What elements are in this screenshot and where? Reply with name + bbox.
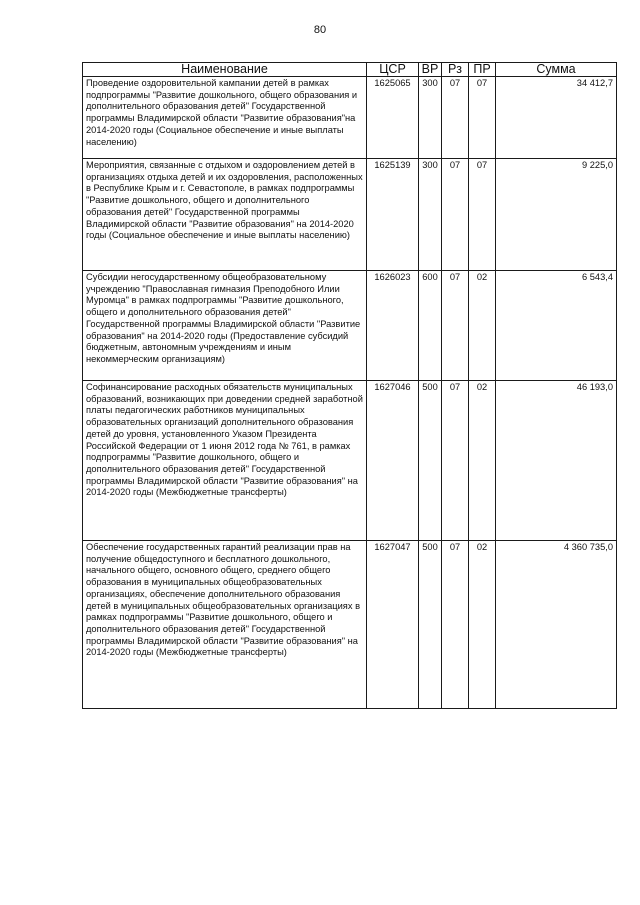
header-pr: ПР [469, 63, 496, 77]
row-name: Субсидии негосударственному общеобразовательному учреждению "Православная гимназия Преподобного Илии Муромца" в рамках подпрограммы "Развитие дошкольного, общего и дополнительного образования детей" Государственной программы Владимирской области "Развитие образования" на 2014-2020 годы (Предоставление субсидий бюджетным, автономным учреждениям и иным некоммерческим организациям) [83, 271, 367, 381]
header-rz: Рз [442, 63, 469, 77]
table-row [83, 77, 617, 159]
table-row [83, 381, 617, 541]
row-sum: 9 225,0 [496, 159, 617, 271]
row-csr: 1626023 [367, 271, 419, 381]
row-rz: 07 [442, 381, 469, 541]
header-csr: ЦСР [367, 63, 419, 77]
table-row [83, 271, 617, 381]
row-pr: 07 [469, 159, 496, 271]
row-pr: 02 [469, 541, 496, 709]
table-row [83, 541, 617, 709]
row-csr: 1627047 [367, 541, 419, 709]
row-name: Проведение оздоровительной кампании детей в рамках подпрограммы "Развитие дошкольного, общего образования и дополнительного образования детей" Государственной программы Владимирской области "Развитие образования"на 2014-2020 годы (Социальное обеспечение и иные выплаты населению) [83, 77, 367, 159]
table-header-row [83, 63, 617, 77]
row-pr: 02 [469, 271, 496, 381]
row-sum: 46 193,0 [496, 381, 617, 541]
row-vr: 500 [419, 541, 442, 709]
header-sum: Сумма [496, 63, 617, 77]
row-name: Обеспечение государственных гарантий реализации прав на получение общедоступного и бесплатного дошкольного, начального общего, основного общего, среднего общего образования в муниципальных общеобразовательных организациях, обеспечение дополнительного образования детей в муниципальных общеобразовательных организациях в рамках подпрограммы "Развитие дошкольного, общего и дополнительного образования детей" Государственной программы Владимирской области "Развитие образования" на 2014-2020 годы (Межбюджетные трансферты) [83, 541, 367, 709]
row-vr: 300 [419, 159, 442, 271]
row-name: Мероприятия, связанные с отдыхом и оздоровлением детей в организациях отдыха детей и их оздоровления, расположенных в Республике Крым и г. Севастополе, в рамках подпрограммы "Развитие дошкольного, общего и дополнительного образования детей" Государственной программы Владимирской области "Развитие образования" на 2014-2020 годы (Социальное обеспечение и иные выплаты населению) [83, 159, 367, 271]
table-row [83, 159, 617, 271]
row-rz: 07 [442, 159, 469, 271]
page-number: 80 [313, 24, 327, 36]
budget-table [82, 62, 617, 709]
row-rz: 07 [442, 541, 469, 709]
row-csr: 1627046 [367, 381, 419, 541]
row-vr: 600 [419, 271, 442, 381]
row-pr: 02 [469, 381, 496, 541]
row-csr: 1625139 [367, 159, 419, 271]
row-csr: 1625065 [367, 77, 419, 159]
header-name: Наименование [83, 63, 367, 77]
row-name: Софинансирование расходных обязательств муниципальных образований, возникающих при доведении средней заработной платы педагогических работников муниципальных образовательных организаций дополнительного образования детей до уровня, установленного Указом Президента Российской Федерации от 1 июня 2012 года № 761, в рамках подпрограммы "Развитие дошкольного, общего и дополнительного образования детей" Государственной программы Владимирской области "Развитие образования" на 2014-2020 годы (Межбюджетные трансферты) [83, 381, 367, 541]
row-vr: 500 [419, 381, 442, 541]
row-sum: 4 360 735,0 [496, 541, 617, 709]
row-pr: 07 [469, 77, 496, 159]
row-vr: 300 [419, 77, 442, 159]
row-sum: 6 543,4 [496, 271, 617, 381]
row-sum: 34 412,7 [496, 77, 617, 159]
header-vr: ВР [419, 63, 442, 77]
row-rz: 07 [442, 271, 469, 381]
row-rz: 07 [442, 77, 469, 159]
